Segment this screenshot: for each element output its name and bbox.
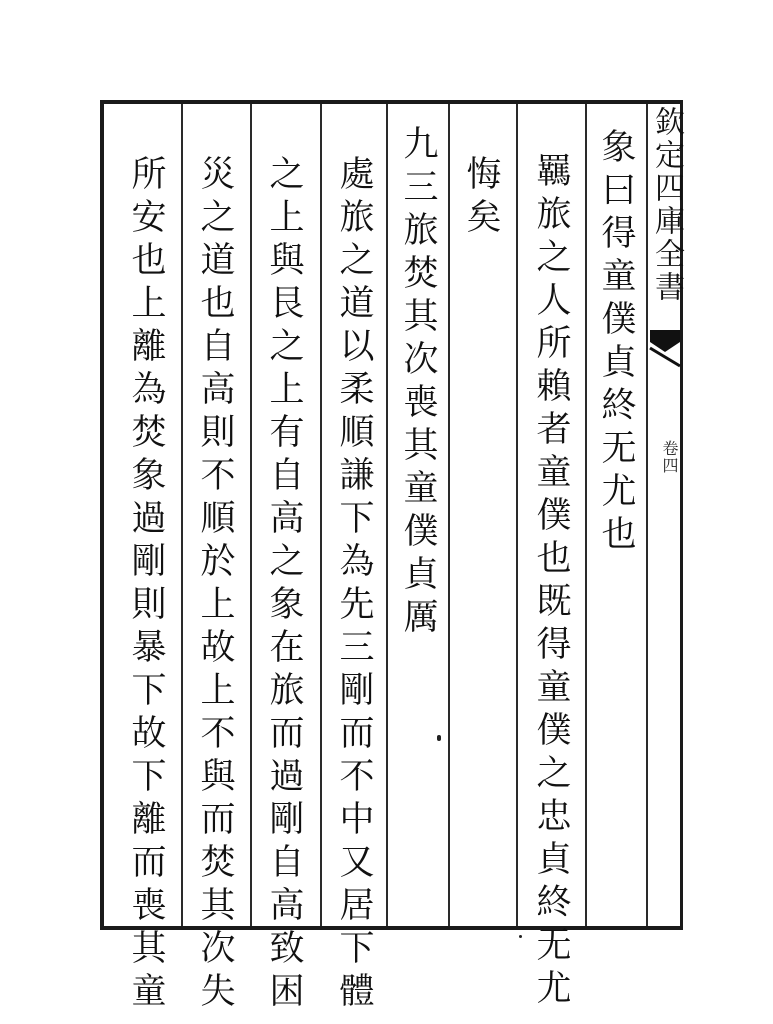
text-column-5: 處旅之道以柔順謙下為先三剛而不中又居下體	[334, 155, 374, 1015]
column-rule	[516, 104, 518, 926]
fish-tail-mark-icon	[648, 328, 682, 368]
book-title: 欽定四庫全書	[649, 106, 684, 304]
text-column-3: 悔矣	[461, 155, 501, 241]
text-column-4: 九三旅焚其次喪其童僕貞厲	[398, 125, 438, 641]
volume-number: 卷四	[660, 440, 679, 474]
column-rule	[181, 104, 183, 926]
column-rule	[320, 104, 322, 926]
ink-speck	[519, 935, 522, 938]
text-column-1: 象曰得童僕貞終无尤也	[596, 128, 636, 558]
column-rule	[448, 104, 450, 926]
ink-speck	[437, 735, 441, 741]
column-rule	[585, 104, 587, 926]
column-rule	[250, 104, 252, 926]
text-column-8: 所安也上離為焚象過剛則暴下故下離而喪其童	[126, 155, 166, 1015]
text-column-2: 羈旅之人所賴者童僕也既得童僕之忠貞終无尤	[531, 152, 571, 1012]
text-column-7: 災之道也自高則不順於上故上不與而焚其次失	[195, 155, 235, 1015]
column-rule	[386, 104, 388, 926]
text-column-6: 之上與艮之上有自高之象在旅而過剛自高致困	[264, 155, 304, 1015]
